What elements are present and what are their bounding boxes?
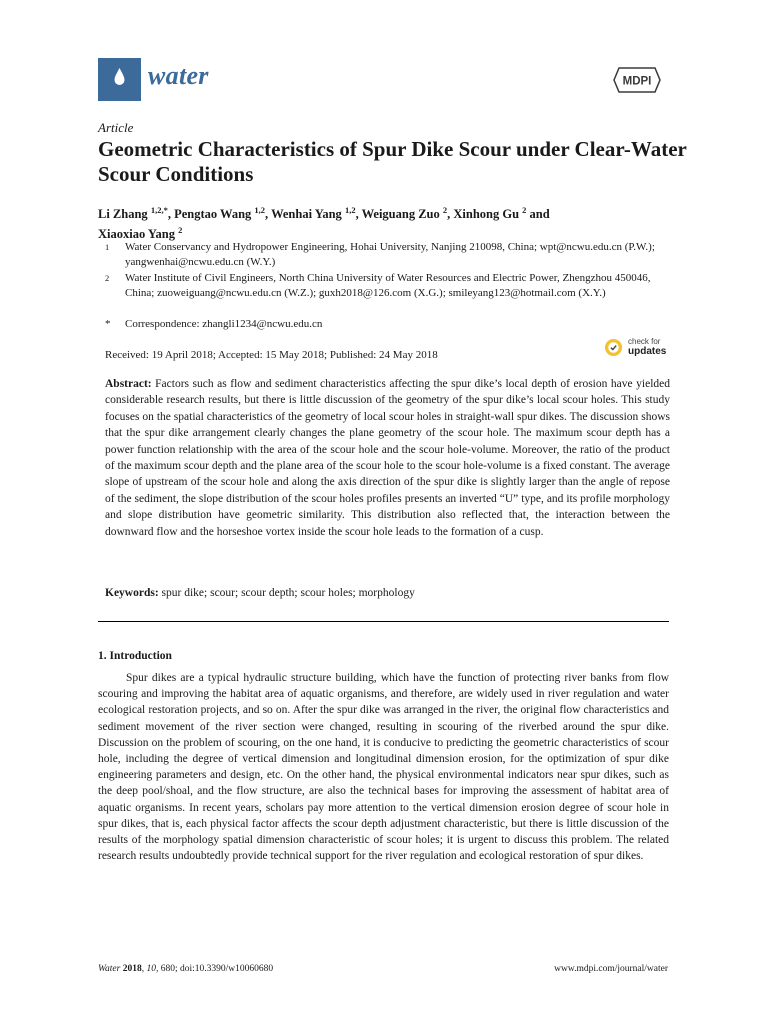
keywords — [105, 587, 670, 599]
affiliation-mark: 2 — [105, 273, 110, 283]
abstract — [105, 376, 670, 540]
article-type: Article — [98, 120, 134, 135]
publication-dates: Received: 19 April 2018; Accepted: 15 May 2018; Published: 24 May 2018 — [105, 349, 438, 361]
footer-doi: , 680; doi:10.3390/w10060680 — [155, 964, 274, 974]
author-affiliation: 2 — [442, 205, 448, 215]
author-affiliation: 1,2 — [344, 205, 356, 215]
mdpi-hexagon-icon — [613, 67, 661, 93]
introduction-text: Spur dikes are a typical hydraulic structure building, which have the function of protecting river banks from flow scouring and improving the habitat area of aquatic organisms, and therefore, are widely used in river regulation and water ecological restoration projects, and so on. After the spur dike was arranged in the river, the original flow characteristics and sediment movement of the river section were changed, resulting in scouring of the riverbed around the spur dike. Discussion on the problem of scouring, on the one hand, it is conducive to predicting the geometric characteristics of scour hole, including the degree of vertical dimension and longitudinal dimension erosion, for the optimization of spur dike engineering parameters and design, etc. On the other hand, the physical environmental indicators near spur dikes, such as the deep pool/shoal, and the flow structure, are also the technical bases for improving the assessment of habitat area of aquatic organisms. In recent years, scholars pay more attention to the vertical dimension erosion degree of scour hole in spur dikes, that is, each physical factor affects the scour depth adjustment characteristic, but there is little discussion of the results of the morphology spatial dimension characteristic of scour holes; it is urgent to discuss this problem. The related research results undoubtedly provide technical support for the river regulation and ecological restoration of spur dikes. — [98, 672, 669, 863]
keywords-text: spur dike; scour; scour depth; scour holes; morphology — [161, 587, 415, 599]
affiliation-2 — [105, 271, 675, 301]
paper-title: Geometric Characteristics of Spur Dike Scour under Clear-Water Scour Conditions — [98, 137, 687, 186]
correspondence — [105, 317, 675, 332]
affiliation-mark: 1 — [105, 242, 110, 252]
affiliation-text: Water Institute of Civil Engineers, North China University of Water Resources and Electric Power, Zhengzhou 450046, China; zuoweiguang@ncwu.edu.cn (W.Z.); guxh2018@126.com (X.G.); smileyang123@hotmail.com (X.Y.) — [125, 272, 651, 299]
keywords-label: Keywords: — [105, 587, 159, 599]
affiliation-1 — [105, 240, 675, 270]
publisher-logo — [613, 67, 661, 98]
author-name: Pengtao Wang — [174, 207, 252, 222]
affiliation-mark: * — [105, 318, 111, 330]
check-updates-line1: check for — [628, 337, 661, 346]
journal-logo — [98, 58, 141, 101]
author-name: Xinhong Gu — [453, 207, 520, 222]
footer-journal: Water — [98, 964, 121, 974]
abstract-label: Abstract: — [105, 378, 152, 390]
author-name: Li Zhang — [98, 207, 148, 222]
author-affiliation: 2 — [522, 205, 527, 215]
affiliation-text: Water Conservancy and Hydropower Engineering, Hohai University, Nanjing 210098, China; wpt@ncwu.edu.cn (P.W.); yangwenhai@ncwu.edu.cn (W.Y.) — [125, 241, 655, 268]
author-name: Xiaoxiao Yang — [98, 227, 175, 242]
author-affiliation: 2 — [178, 225, 183, 236]
footer-citation: Water 2018, 10, 680; doi:10.3390/w10060680 — [98, 964, 274, 974]
author-affiliation: 1,2 — [254, 205, 266, 215]
footer-volume: 10 — [146, 964, 156, 974]
check-updates-line2: updates — [628, 346, 667, 357]
water-drop-icon — [98, 58, 141, 101]
check-updates-icon — [604, 338, 623, 357]
abstract-text: Factors such as flow and sediment characteristics affecting the spur dike’s local depth of erosion have yielded considerable research results, but there is little discussion of the geometry of the spur dike’s local scour holes. This study focuses on the spatial characteristics of the geometry of local scour holes in straight-wall spur dikes. The discussion shows that the spur dike arrangement clearly changes the plane geometry of the scour hole. The maximum scour depth has a power function relationship with the area of the scour hole and the scour hole-volume. Moreover, the ratio of the product of the maximum scour depth and the plane area of the scour hole to the scour hole-volume is a fixed constant. The average slope of upstream of the scour hole and along the axis direction of the spur dike is slightly larger than the angle of repose of the sediment, the slope distribution of the scour holes profiles presents an inverted “U” type, and its profile morphology and slope distribution have geometric similarity. This distribution also reflected that, the interaction between the downward flow and the horseshoe vortex inside the scour hole leads to the formation of a cusp. — [105, 378, 670, 538]
section-divider — [98, 621, 669, 622]
author-affiliation: 1,2,* — [150, 205, 168, 215]
check-for-updates-button[interactable] — [604, 337, 667, 362]
section-heading: 1. Introduction — [98, 650, 172, 662]
journal-name: water — [148, 61, 209, 90]
footer-year: 2018 — [122, 964, 142, 974]
footer-url-link[interactable]: www.mdpi.com/journal/water — [554, 964, 668, 974]
affiliation-text: Correspondence: zhangli1234@ncwu.edu.cn — [125, 318, 323, 330]
author-list: Li Zhang $^{1,2,*}$, Pengtao Wang $^{1,2}$, Wenhai Yang $^{1,2}$, Weiguang Zuo $^2$, Xinhong Gu $^2$ and Xiaoxiao Yang $^2$ — [98, 205, 550, 242]
author-name: Weiguang Zuo — [361, 207, 440, 222]
publisher-name: MDPI — [622, 75, 652, 88]
author-name: Wenhai Yang — [271, 207, 342, 222]
